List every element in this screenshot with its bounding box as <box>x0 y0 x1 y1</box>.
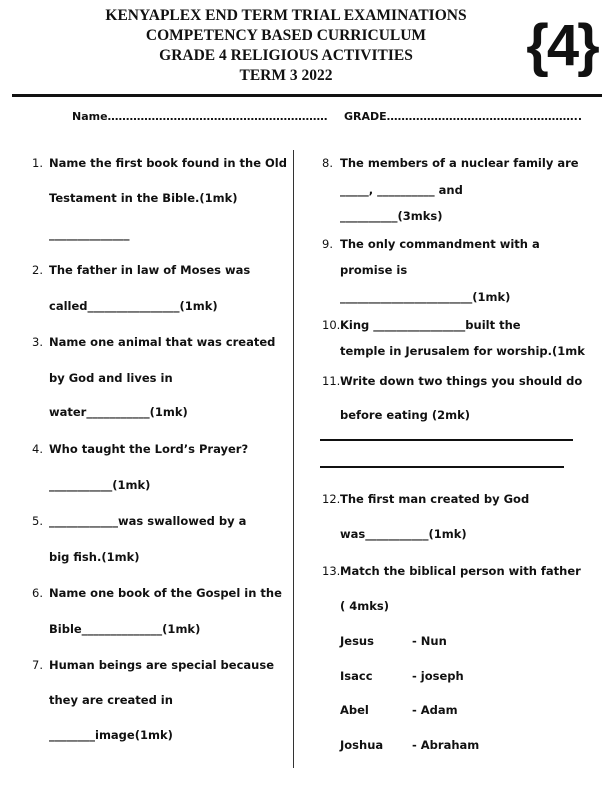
match-person: Jesus <box>340 634 374 648</box>
question-3-text[interactable]: water___________(1mk) <box>49 405 188 419</box>
question-5-text[interactable]: ____________was swallowed by a <box>49 514 247 528</box>
question-8-text[interactable]: __________(3mks) <box>340 209 443 223</box>
question-6-text[interactable]: Bible______________(1mk) <box>49 622 201 636</box>
match-father: - Nun <box>412 634 447 648</box>
question-number: 2. <box>32 263 43 277</box>
match-father: - Abraham <box>412 738 480 752</box>
question-9-text: The only commandment with a <box>340 237 540 251</box>
match-father: - joseph <box>412 669 464 683</box>
answer-blank[interactable]: ______________ <box>49 227 130 241</box>
question-number: 11. <box>322 374 341 388</box>
answer-line[interactable] <box>320 439 573 441</box>
question-4-text: Who taught the Lord’s Prayer? <box>49 442 249 456</box>
subject-line: GRADE 4 RELIGIOUS ACTIVITIES <box>159 47 413 64</box>
match-father: - Adam <box>412 703 458 717</box>
grade-badge: {4} <box>526 13 598 78</box>
question-3-text: by God and lives in <box>49 371 173 385</box>
question-1-text: Testament in the Bible.(1mk) <box>49 191 238 205</box>
match-person: Isacc <box>340 669 373 683</box>
question-number: 8. <box>322 156 333 170</box>
question-number: 6. <box>32 586 43 600</box>
question-4-text[interactable]: ___________(1mk) <box>49 478 151 492</box>
question-7-text: Human beings are special because <box>49 658 275 672</box>
question-2-text[interactable]: called________________(1mk) <box>49 299 218 313</box>
question-12-text[interactable]: was___________(1mk) <box>340 527 467 541</box>
question-12-text: The first man created by God <box>340 492 530 506</box>
curriculum-line: COMPETENCY BASED CURRICULUM <box>145 27 427 44</box>
question-number: 7. <box>32 658 43 672</box>
question-8-text: The members of a nuclear family are <box>340 156 579 170</box>
question-3-text: Name one animal that was created <box>49 335 276 349</box>
question-1-text: Name the first book found in the Old <box>49 156 287 170</box>
question-number: 3. <box>32 335 43 349</box>
match-person: Joshua <box>340 738 384 752</box>
question-5-text: big fish.(1mk) <box>49 550 140 564</box>
question-number: 9. <box>322 237 333 251</box>
question-number: 5. <box>32 514 43 528</box>
question-9-text[interactable]: _______________________(1mk) <box>340 290 511 304</box>
question-10-text[interactable]: King ________________built the <box>340 318 521 332</box>
question-number: 10. <box>322 318 341 332</box>
exam-title: KENYAPLEX END TERM TRIAL EXAMINATIONS <box>105 7 467 24</box>
term-line: TERM 3 2022 <box>239 67 333 84</box>
question-7-text[interactable]: ________image(1mk) <box>49 728 173 742</box>
question-number: 4. <box>32 442 43 456</box>
question-8-text[interactable]: _____, __________ and <box>340 183 463 197</box>
question-6-text: Name one book of the Gospel in the <box>49 586 282 600</box>
header-divider <box>12 94 602 97</box>
question-10-text: temple in Jerusalem for worship.(1mk <box>340 344 585 358</box>
name-field[interactable]: Name…………………………………………………… <box>72 110 328 123</box>
exam-header <box>0 6 612 90</box>
question-7-text: they are created in <box>49 693 173 707</box>
answer-line[interactable] <box>320 466 564 468</box>
question-number: 13. <box>322 564 341 578</box>
question-2-text: The father in law of Moses was <box>49 263 251 277</box>
question-number: 12. <box>322 492 341 506</box>
question-11-text: before eating (2mk) <box>340 408 470 422</box>
question-9-text: promise is <box>340 263 408 277</box>
column-divider <box>293 150 294 768</box>
question-11-text: Write down two things you should do <box>340 374 583 388</box>
question-13-text: ( 4mks) <box>340 599 389 613</box>
grade-field[interactable]: GRADE…………………………………………….. <box>344 110 583 123</box>
question-13-text: Match the biblical person with father <box>340 564 581 578</box>
question-number: 1. <box>32 156 43 170</box>
match-person: Abel <box>340 703 369 717</box>
